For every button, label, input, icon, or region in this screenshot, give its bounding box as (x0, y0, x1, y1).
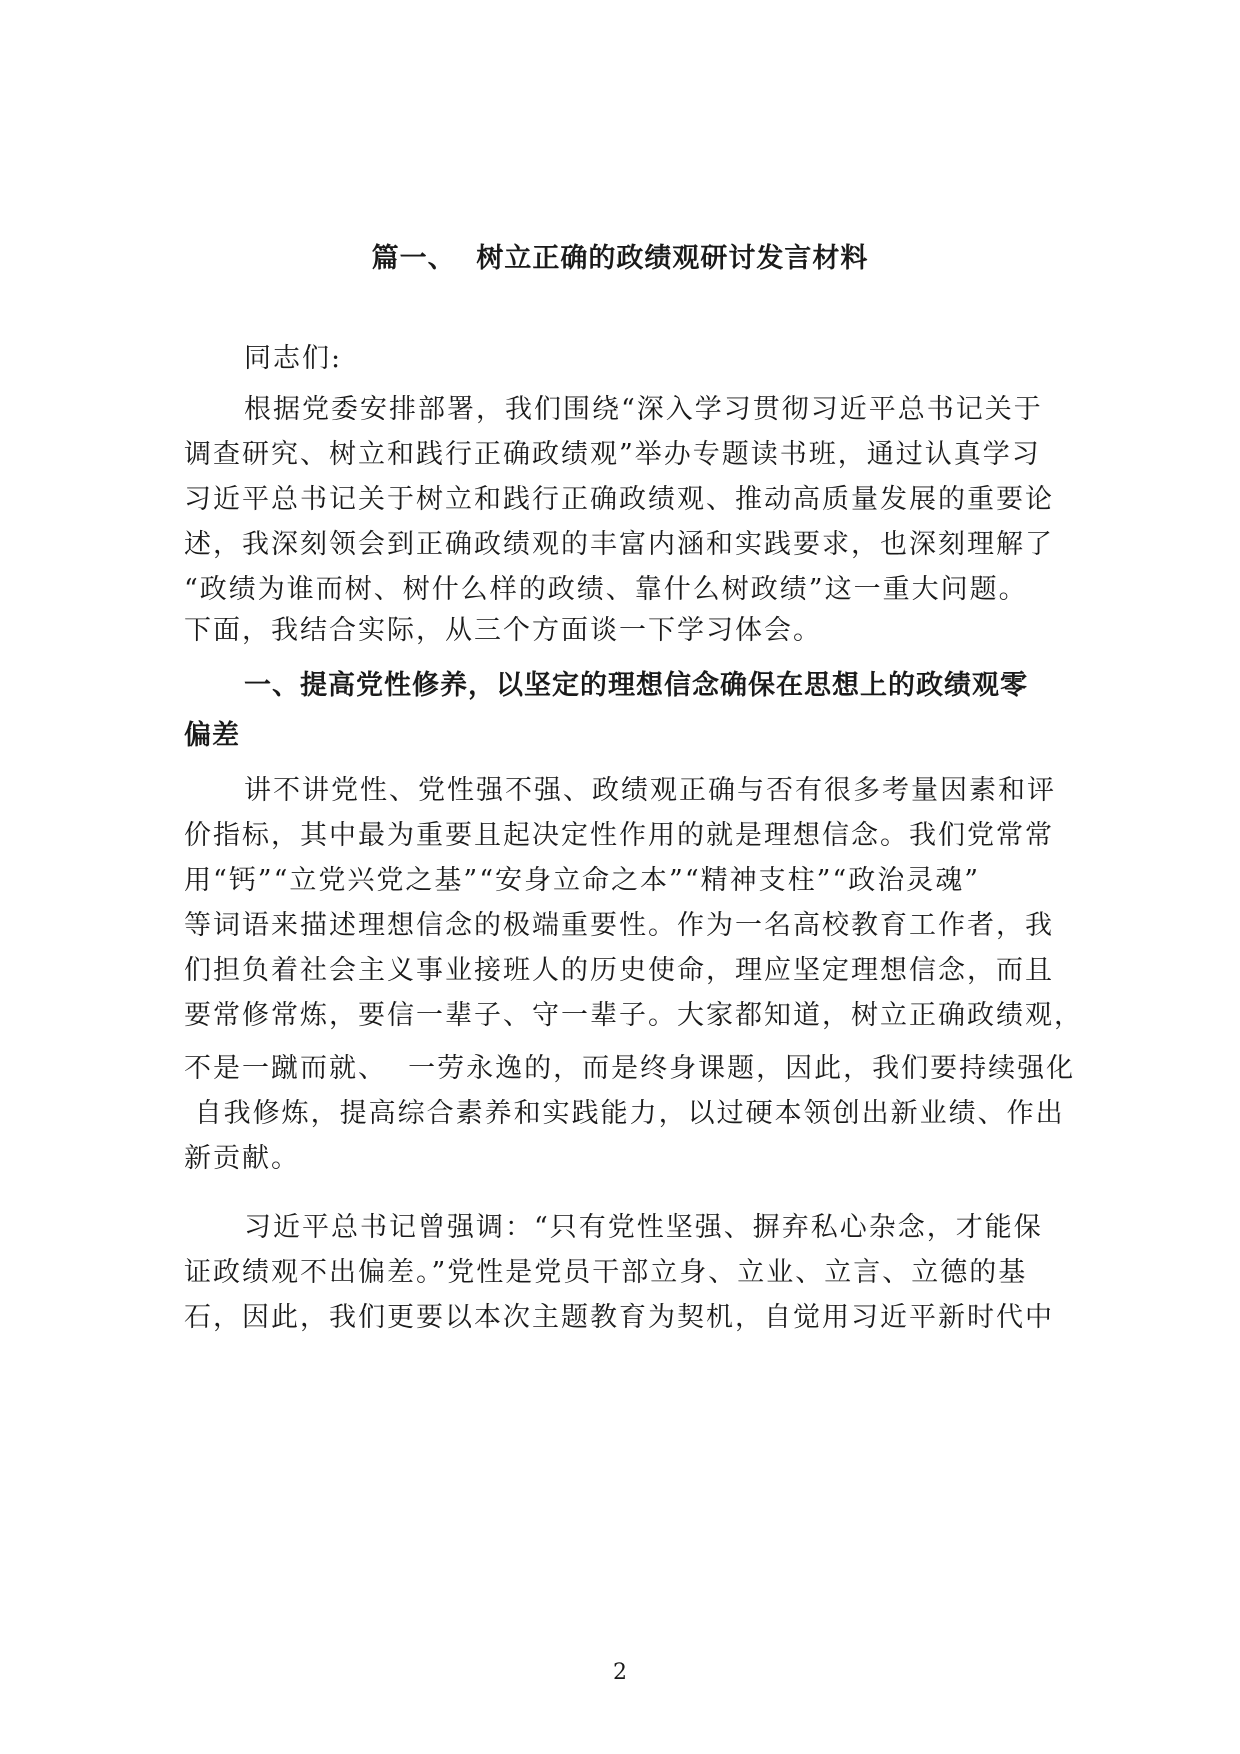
paragraph-1-line: 根据党委安排部署，我们围绕“深入学习贯彻习近平总书记关于 (244, 394, 1043, 425)
paragraph-2-line: 们担负着社会主义事业接班人的历史使命，理应坚定理想信念，而且 (184, 955, 1054, 986)
paragraph-3-line: 石，因此，我们更要以本次主题教育为契机，自觉用习近平新时代中 (184, 1302, 1054, 1333)
paragraph-2-line: 新贡献。 (184, 1143, 300, 1174)
section-heading: 偏差 (184, 720, 240, 751)
paragraph-1-line: 述，我深刻领会到正确政绩观的丰富内涵和实践要求，也深刻理解了 (184, 529, 1054, 560)
paragraph-2-line: 用“钙”“立党兴党之基”“安身立命之本”“精神支柱”“政治灵魂” (184, 865, 981, 896)
document-title: 篇一、 树立正确的政绩观研讨发言材料 (371, 243, 869, 274)
paragraph-2-line: 不是一蹴而就、 一劳永逸的，而是终身课题，因此，我们要持续强化 (184, 1053, 1076, 1084)
paragraph-2-line: 等词语来描述理想信念的极端重要性。作为一名高校教育工作者，我 (184, 910, 1054, 941)
greeting: 同志们: (244, 343, 343, 374)
section-heading: 一、提高党性修养，以坚定的理想信念确保在思想上的政绩观零 (244, 670, 1028, 701)
paragraph-1-line: 习近平总书记关于树立和践行正确政绩观、推动高质量发展的重要论 (184, 484, 1054, 515)
paragraph-3-line: 习近平总书记曾强调：“只有党性坚强、摒弃私心杂念，才能保 (244, 1212, 1043, 1243)
paragraph-2-line: 价指标，其中最为重要且起决定性作用的就是理想信念。我们党常常 (184, 820, 1054, 851)
paragraph-2-line: 讲不讲党性、党性强不强、政绩观正确与否有很多考量因素和评 (244, 775, 1056, 806)
paragraph-1-line: 下面，我结合实际，从三个方面谈一下学习体会。 (184, 615, 822, 646)
paragraph-2-line: 自我修炼，提高综合素养和实践能力，以过硬本领创出新业绩、作出 (184, 1098, 1065, 1129)
paragraph-2-line: 要常修常炼，要信一辈子、守一辈子。大家都知道，树立正确政绩观， (184, 1000, 1083, 1031)
page-number: 2 (613, 1660, 627, 1685)
paragraph-3-line: 证政绩观不出偏差。”党性是党员干部立身、立业、立言、立德的基 (184, 1257, 1028, 1288)
paragraph-1-line: 调查研究、树立和践行正确政绩观”举办专题读书班，通过认真学习 (184, 439, 1041, 470)
paragraph-1-line: “政绩为谁而树、树什么样的政绩、靠什么树政绩”这一重大问题。 (184, 574, 1028, 605)
